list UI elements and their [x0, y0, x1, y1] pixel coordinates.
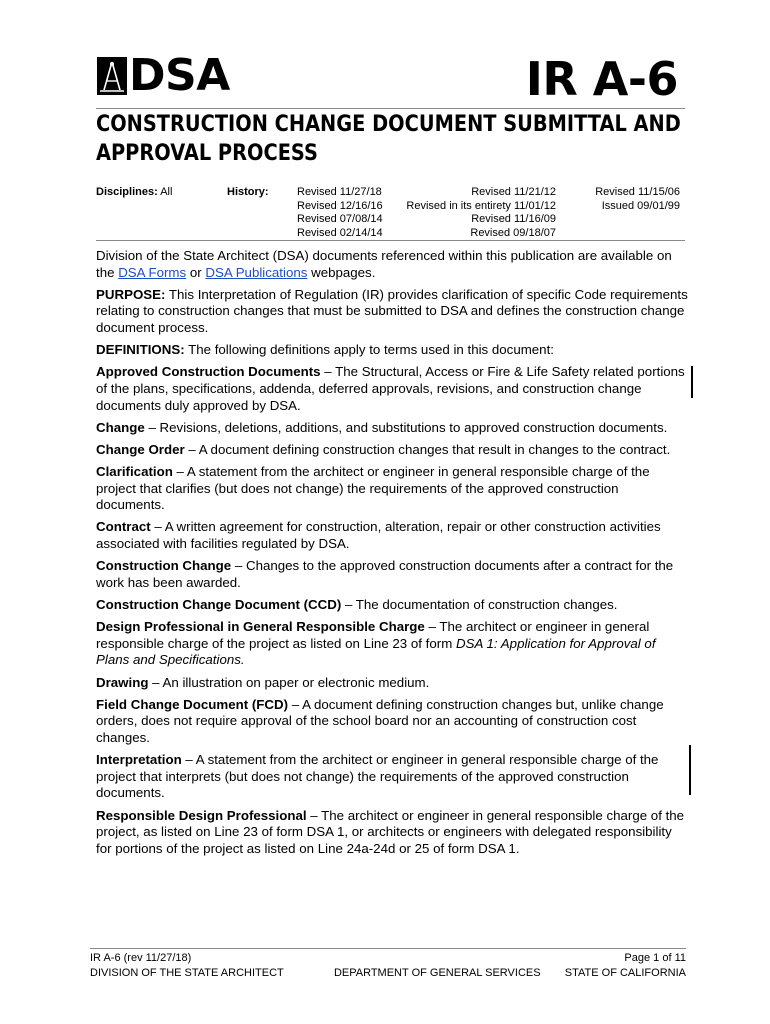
definition-item [96, 364, 688, 414]
footer-rule [90, 948, 686, 949]
footer-org-state: STATE OF CALIFORNIA [564, 967, 686, 979]
document-body [96, 248, 688, 863]
definition-text: – A written agreement for construction, alteration, repair or other construction activities associated with facilities regulated by DSA. [96, 519, 661, 552]
history-label: History: [227, 186, 269, 198]
definition-text: – The architect or engineer in general responsible charge of the project, as listed on Line 23 of form DSA 1, or architects or engineers with delegated responsibility for portions of the project as listed on Line 24a-24d or 25 of form DSA 1. [96, 807, 685, 856]
definition-form-title: DSA 1: Application for Approval of Plans and Specifications. [96, 635, 656, 668]
definition-item [96, 697, 688, 747]
definition-term: Change [96, 419, 145, 435]
history-col-3 [570, 186, 680, 213]
definitions-intro-text: The following definitions apply to terms used in this document: [184, 342, 554, 358]
purpose-text: This Interpretation of Regulation (IR) provides clarification of specific Code requirements relating to construction changes that must be submitted to DSA and defines the construction change document process. [96, 286, 688, 335]
definition-term: Contract [96, 519, 151, 535]
history-entry: Revised 11/15/06 [595, 186, 680, 198]
disciplines-value: All [160, 186, 173, 198]
disciplines-label: Disciplines: [96, 186, 158, 198]
footer-page-number: Page 1 of 11 [624, 952, 686, 964]
history-label-wrap [227, 186, 269, 200]
dsa-logo [97, 50, 230, 101]
purpose-paragraph [96, 287, 688, 337]
header-rule [96, 108, 685, 109]
compass-icon [97, 57, 127, 95]
definition-term: Design Professional in General Responsible Charge [96, 619, 425, 635]
logo-text: DSA [129, 50, 230, 101]
definition-text: – An illustration on paper or electronic medium. [148, 674, 430, 690]
footer-org-dgs: DEPARTMENT OF GENERAL SERVICES [333, 967, 541, 979]
definition-text: – The documentation of construction changes. [341, 597, 618, 613]
purpose-label: PURPOSE: [96, 286, 166, 302]
definitions-label: DEFINITIONS: [96, 342, 185, 358]
history-entry: Revised 12/16/16 [297, 199, 383, 212]
definition-item [96, 464, 688, 514]
definition-item [96, 619, 688, 669]
definition-item [96, 675, 688, 692]
footer-org-dsa: DIVISION OF THE STATE ARCHITECT [90, 967, 284, 979]
history-entry: Revised 11/16/09 [471, 213, 556, 225]
dsa-forms-link[interactable]: DSA Forms [118, 264, 187, 280]
history-col-1 [297, 186, 383, 240]
definition-item [96, 519, 688, 552]
definition-item [96, 420, 688, 437]
document-id: IR A-6 [525, 52, 678, 106]
disciplines [96, 186, 172, 200]
definition-term: Clarification [96, 464, 173, 480]
history-entry: Revised 11/21/12 [471, 186, 556, 198]
history-rule [96, 240, 685, 241]
definitions-intro [96, 342, 688, 359]
definition-text: – A document defining construction changes but, unlike change orders, does not require approval of the school board nor an accounting of construction cost changes. [96, 696, 664, 745]
definition-item [96, 442, 688, 459]
definition-text: – Revisions, deletions, additions, and substitutions to approved construction documents. [144, 419, 668, 435]
footer-revision: IR A-6 (rev 11/27/18) [90, 952, 192, 964]
intro-paragraph [96, 248, 688, 281]
definition-term: Construction Change [96, 558, 232, 574]
definition-text: – A document defining construction changes that result in changes to the contract. [184, 441, 671, 457]
page-footer [90, 952, 686, 980]
history-entry: Revised 11/27/18 [297, 186, 382, 198]
definitions-list [96, 364, 688, 857]
title-line-1: CONSTRUCTION CHANGE DOCUMENT SUBMITTAL AND [96, 112, 681, 137]
title-line-2: APPROVAL PROCESS [96, 141, 318, 166]
intro-text: Division of the State Architect (DSA) documents referenced within this publication are available on the [96, 248, 672, 280]
definition-text: – The Structural, Access or Fire & Life Safety related portions of the plans, specifications, addenda, deferred approvals, revisions, and construction change documents duly approved by DSA. [96, 364, 685, 413]
intro-text: webpages. [307, 264, 376, 280]
dsa-publications-link[interactable]: DSA Publications [205, 264, 308, 280]
revision-change-bar [689, 745, 691, 795]
definition-item [96, 597, 688, 614]
revision-change-bar [691, 366, 693, 398]
definition-term: Change Order [96, 441, 185, 457]
definition-item [96, 558, 688, 591]
definition-term: Drawing [96, 674, 149, 690]
history-entry: Revised 09/18/07 [470, 226, 556, 239]
definition-text: – A statement from the architect or engineer in general responsible charge of the project that interprets (but does not change) the requirements of the approved construction documents. [96, 752, 659, 801]
definition-item [96, 752, 688, 802]
intro-text: or [186, 264, 206, 280]
definition-term: Interpretation [96, 752, 182, 768]
definition-term: Approved Construction Documents [96, 364, 321, 380]
definition-text: – Changes to the approved construction documents after a contract for the work has been awarded. [96, 558, 674, 590]
history-col-2 [396, 186, 556, 240]
definition-text: – The architect or engineer in general responsible charge of the project as listed on Line 23 of form [96, 619, 650, 651]
history-entry: Revised 02/14/14 [297, 226, 383, 239]
page-title [96, 110, 681, 168]
definition-term: Construction Change Document (CCD) [96, 597, 342, 613]
definition-term: Field Change Document (FCD) [96, 696, 289, 712]
definition-term: Responsible Design Professional [96, 807, 307, 823]
definition-item [96, 808, 688, 858]
history-entry: Revised 07/08/14 [297, 213, 383, 225]
history-entry: Revised in its entirety 11/01/12 [406, 199, 556, 212]
definition-text: – A statement from the architect or engineer in general responsible charge of the project that clarifies (but does not change) the requirements of the approved construction documents. [96, 464, 650, 513]
history-entry: Issued 09/01/99 [601, 199, 680, 212]
